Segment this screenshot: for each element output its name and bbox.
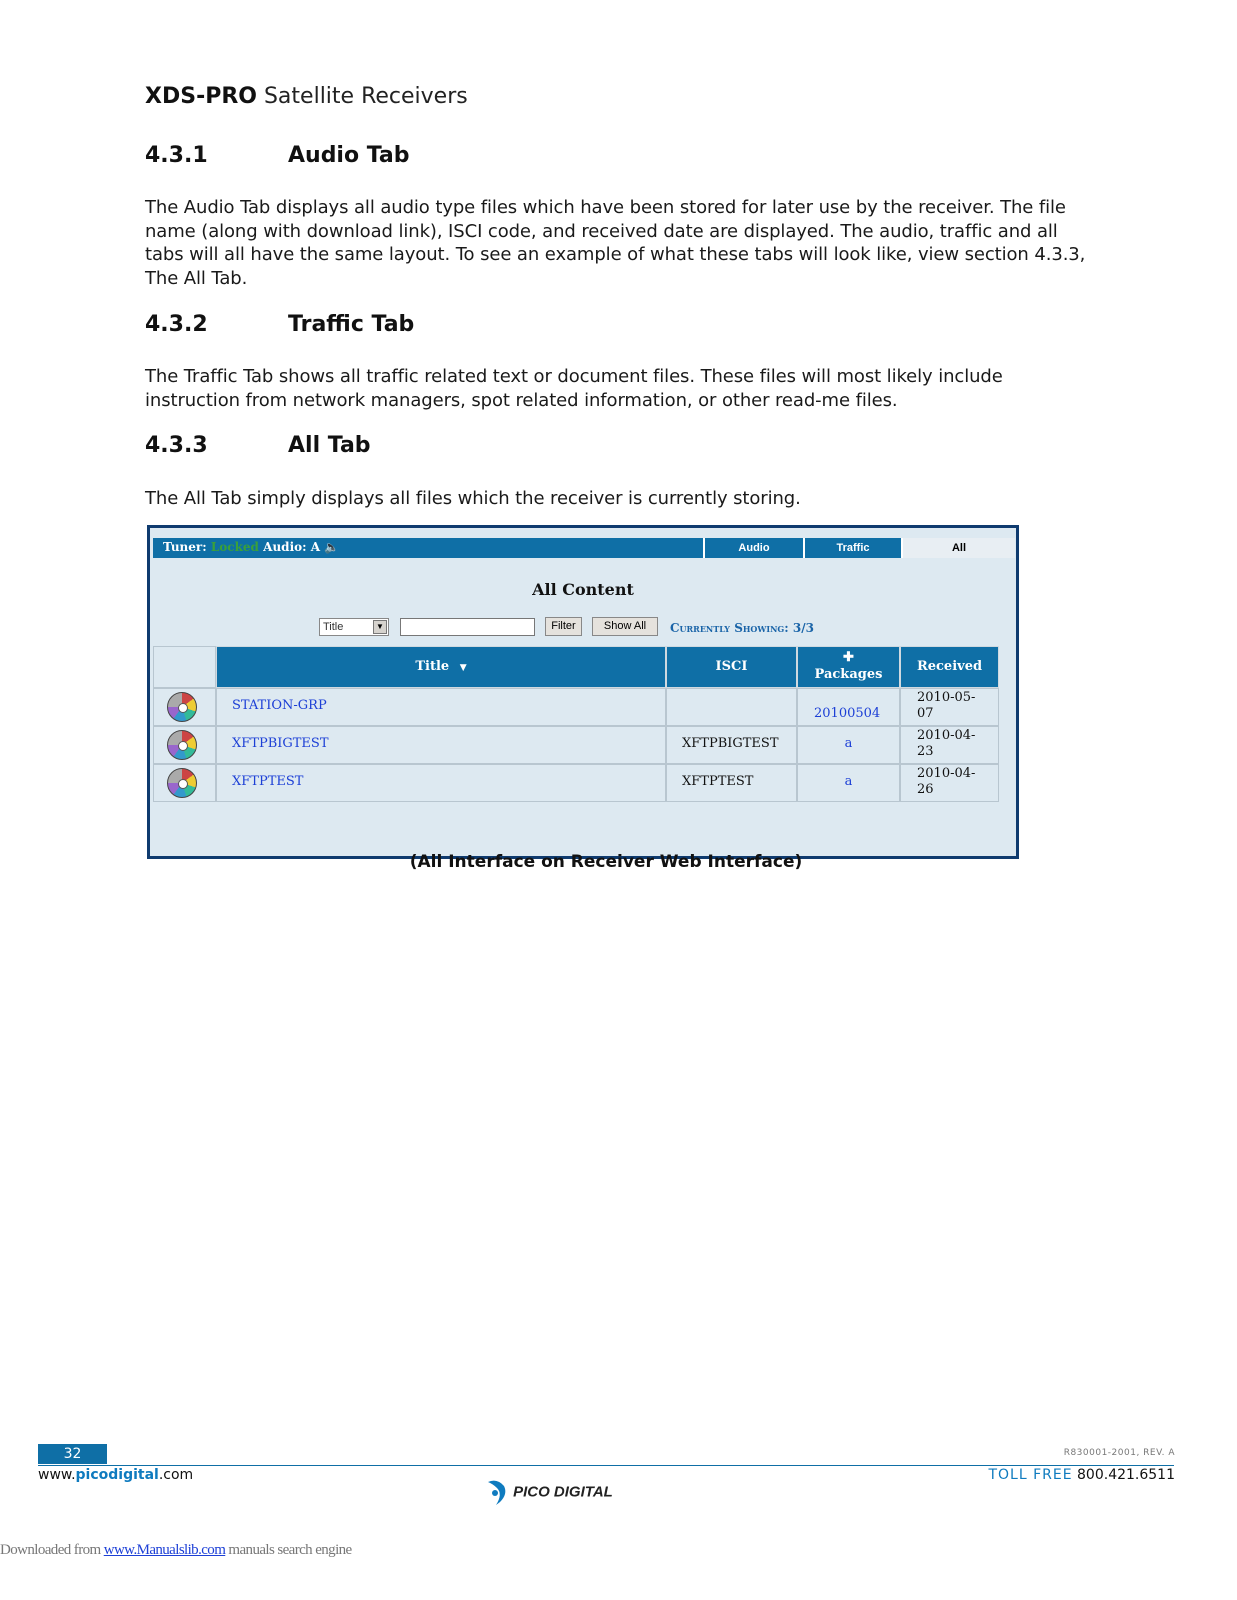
package-link[interactable]: a bbox=[844, 774, 853, 789]
download-notice bbox=[0, 1542, 352, 1559]
manualslib-link[interactable]: www.Manualslib.com bbox=[103, 1542, 226, 1558]
footer-website bbox=[38, 1467, 193, 1483]
audio-disc-icon bbox=[167, 692, 197, 722]
download-suffix: manuals search engine bbox=[225, 1542, 352, 1558]
footer-divider bbox=[38, 1465, 1174, 1466]
expand-plus-icon[interactable]: ✚ bbox=[843, 650, 854, 665]
file-download-link[interactable]: STATION-GRP bbox=[232, 698, 327, 713]
figure-caption: (All Interface on Receiver Web Interface) bbox=[409, 852, 803, 872]
header-subtitle: Satellite Receivers bbox=[263, 84, 468, 109]
filter-input[interactable] bbox=[400, 618, 535, 636]
received-date-line2: 07 bbox=[917, 706, 934, 721]
tab-traffic[interactable]: Traffic bbox=[803, 538, 901, 558]
table-cell-packages bbox=[797, 764, 900, 802]
pico-digital-logo-mark-icon bbox=[486, 1478, 508, 1506]
tab-all[interactable]: All bbox=[901, 538, 1015, 558]
icon-column-header bbox=[153, 646, 216, 688]
section-body: The Audio Tab displays all audio type files which have been stored for later use by the receiver. The file name (along with download link), ISCI code, and received date are displayed. The audio, traffic and all tabs will all have the same layout. To see an example of what these tabs will look like, view section 4.3.3, The All Tab. bbox=[145, 197, 1086, 289]
table-cell-packages bbox=[797, 688, 900, 726]
section-title: Traffic Tab bbox=[288, 312, 415, 337]
packages-column-header[interactable] bbox=[797, 646, 900, 688]
page-header bbox=[145, 84, 468, 109]
received-date-line2: 26 bbox=[917, 782, 934, 797]
content-title: All Content bbox=[532, 580, 634, 599]
chevron-down-icon[interactable]: ▼ bbox=[373, 620, 387, 634]
show-all-button[interactable]: Show All bbox=[592, 617, 658, 636]
brand-name: XDS-PRO bbox=[145, 84, 257, 109]
package-link[interactable]: 20100504 bbox=[814, 706, 881, 721]
table-cell-isci: XFTPBIGTEST bbox=[666, 726, 797, 764]
audio-label: Audio: bbox=[263, 540, 307, 554]
page-number: 32 bbox=[38, 1444, 107, 1464]
document-revision: R830001-2001, REV. A bbox=[1063, 1448, 1175, 1458]
audio-disc-icon bbox=[167, 730, 197, 760]
section-title: All Tab bbox=[288, 433, 371, 458]
table-row-icon-cell bbox=[153, 688, 216, 726]
table-cell-packages bbox=[797, 726, 900, 764]
table-cell-isci bbox=[666, 688, 797, 726]
table-cell-title bbox=[216, 688, 666, 726]
table-cell-received bbox=[900, 764, 999, 802]
packages-header-label: Packages bbox=[814, 667, 883, 682]
tuner-status bbox=[163, 540, 339, 554]
toll-free-number: 800.421.6511 bbox=[1077, 1467, 1175, 1483]
received-date-line2: 23 bbox=[917, 744, 934, 759]
section-number: 4.3.2 bbox=[145, 312, 208, 337]
tab-audio[interactable]: Audio bbox=[703, 538, 803, 558]
section-body: The All Tab simply displays all files which the receiver is currently storing. bbox=[145, 488, 801, 509]
footer-toll-free bbox=[988, 1467, 1175, 1483]
audio-value: A bbox=[310, 540, 321, 554]
file-download-link[interactable]: XFTPBIGTEST bbox=[232, 736, 329, 751]
filter-button[interactable]: Filter bbox=[545, 617, 582, 636]
web-brand: picodigital bbox=[75, 1467, 159, 1483]
currently-showing-count: Currently Showing: 3/3 bbox=[670, 621, 814, 635]
audio-disc-icon bbox=[167, 768, 197, 798]
sort-down-icon[interactable]: ▼ bbox=[459, 663, 467, 673]
toll-free-label: TOLL FREE bbox=[988, 1467, 1073, 1483]
tuner-locked-status: Locked bbox=[210, 540, 259, 554]
table-cell-isci: XFTPTEST bbox=[666, 764, 797, 802]
received-date-line1: 2010-05- bbox=[917, 690, 976, 705]
received-column-header[interactable]: Received bbox=[900, 646, 999, 688]
section-title: Audio Tab bbox=[288, 143, 410, 168]
download-prefix: Downloaded from bbox=[0, 1542, 101, 1558]
section-number: 4.3.3 bbox=[145, 433, 208, 458]
web-prefix: www. bbox=[38, 1467, 76, 1483]
title-column-header[interactable] bbox=[216, 646, 666, 688]
pico-digital-logo bbox=[486, 1478, 613, 1512]
status-tab-bar bbox=[153, 538, 1013, 558]
received-date-line1: 2010-04- bbox=[917, 766, 976, 781]
table-row-icon-cell bbox=[153, 726, 216, 764]
isci-column-header[interactable]: ISCI bbox=[666, 646, 797, 688]
web-suffix: .com bbox=[158, 1467, 194, 1483]
section-body: The Traffic Tab shows all traffic related text or document files. These files will most likely include instruction from network managers, spot related information, or other read-me files. bbox=[145, 366, 1003, 411]
speaker-icon[interactable]: 🔈 bbox=[324, 540, 340, 554]
tuner-label: Tuner: bbox=[163, 540, 207, 554]
filter-select-value: Title bbox=[323, 621, 344, 633]
receiver-web-interface bbox=[147, 525, 1019, 859]
filter-field-select[interactable] bbox=[319, 618, 389, 636]
table-cell-title bbox=[216, 764, 666, 802]
section-number: 4.3.1 bbox=[145, 143, 208, 168]
package-link[interactable]: a bbox=[844, 736, 853, 751]
table-cell-title bbox=[216, 726, 666, 764]
title-header-label: Title bbox=[415, 659, 450, 674]
received-date-line1: 2010-04- bbox=[917, 728, 976, 743]
file-download-link[interactable]: XFTPTEST bbox=[232, 774, 304, 789]
table-row-icon-cell bbox=[153, 764, 216, 802]
table-cell-received bbox=[900, 726, 999, 764]
logo-text: PICO DIGITAL bbox=[513, 1483, 613, 1501]
table-cell-received bbox=[900, 688, 999, 726]
